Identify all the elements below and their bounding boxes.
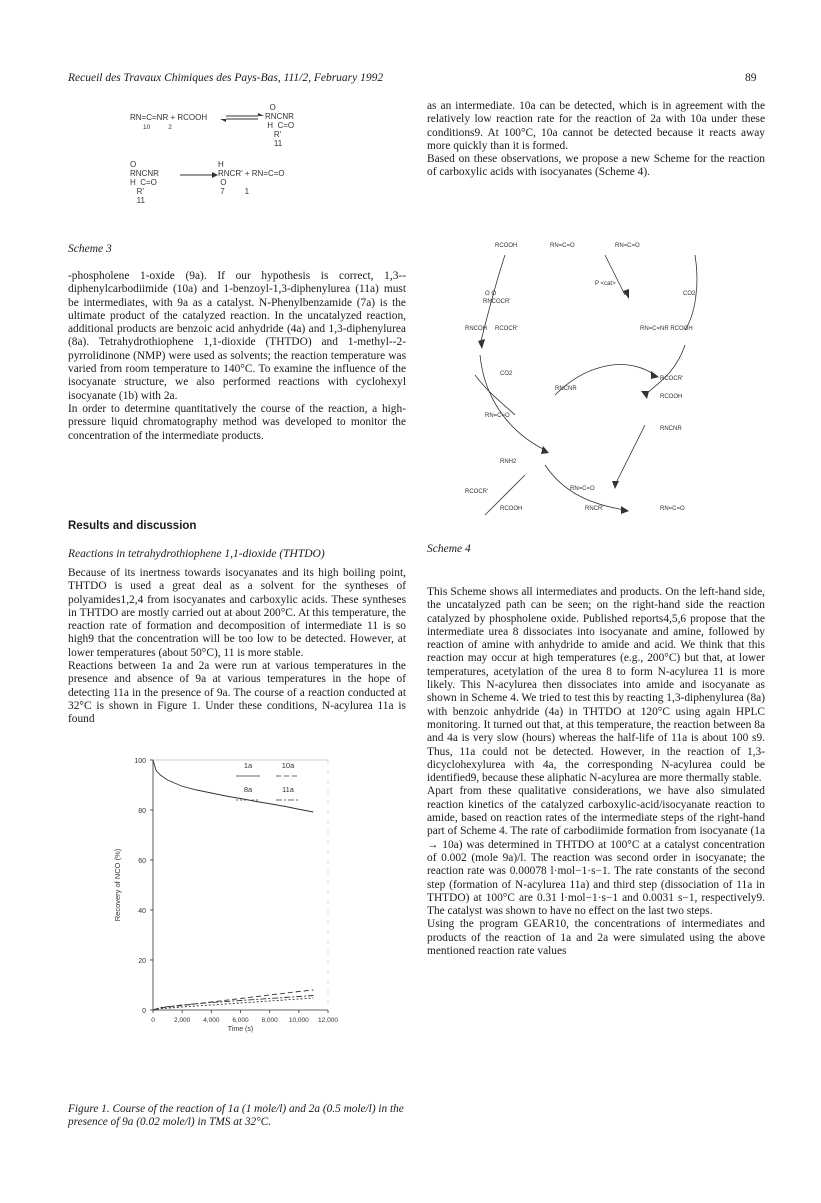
chart-x-tick-label: 6,000 xyxy=(232,1017,249,1024)
s4-acid-left: RNCOH xyxy=(465,326,487,332)
scheme3-reactants: RN=C=NR + RCOOH xyxy=(130,113,208,122)
left-paragraph-3: Because of its inertness towards isocyanates and its high boiling point, THTDO is used a great deal as a solvent for the syntheses of polyamides1,2,4 from isocyanates and carboxylic acids. These syntheses in THTDO are mostly carried out at about 200°C. At this temperature, the reaction rate of formation and decomposition of intermediate 11 is so high9 that the concentration will be too low to be detected. However, at lower temperatures (about 50°C), 11 is more stable. xyxy=(68,567,406,659)
chart-y-tick-label: 40 xyxy=(138,908,146,915)
chart-legend-label: 8a xyxy=(243,785,253,794)
figure-1-caption: Figure 1. Course of the reaction of 1a (1 mole/l) and 2a (0.5 mole/l) in the presence of 9a (0.02 mole/l) in TMS at 32°C. xyxy=(68,1103,404,1128)
s4-anhydride-bottom: RCOCR' xyxy=(465,489,489,495)
scheme3-intermediate: O RNCNR H C=O R' 11 xyxy=(265,103,295,148)
right-paragraph-1: as an intermediate. 10a can be detected, which is in agreement with the relatively low reaction rate for the reaction of 2a with 10a under these conditions9. At 100°C, 10a cannot be detected because it reacts away more quickly than it is formed. xyxy=(427,100,765,152)
right-column-lower xyxy=(427,586,765,958)
scheme3-acylurea: O RNCNR H C=O R' 11 xyxy=(130,160,159,205)
right-paragraph-4: Apart from these qualitative considerations, we have also simulated reaction kinetics of the catalyzed carboxylic-acid/isocyanate reaction to amide, based on reaction rates of the intermediate steps of the right-hand part of Scheme 4. The rate of carbodiimide formation from isocyanate (1a → 10a) was determined in THTDO at 100°C at a catalyst concentration of 0.002 (mole 9a)/l. The reaction was second order in isocyanate; the reaction rate was 0.00078 l·mol−1·s−1. The rate constants of the second step (formation of N-acylurea 11a) and third step (dissociation of 11a in THTDO) at 100°C are 0.31 l·mol−1·s−1 and 0.0031 s−1, respectively9. The catalyst was shown to have no effect on the last two steps. xyxy=(427,785,765,918)
right-paragraph-2: Based on these observations, we propose a new Scheme for the reaction of carboxylic acids with isocyanates (Scheme 4). xyxy=(427,153,765,179)
chart-y-label: Recovery of NCO (%) xyxy=(113,848,122,922)
s4-rcooh-right: RCOOH xyxy=(660,394,683,400)
chart-x-tick-label: 8,000 xyxy=(261,1017,278,1024)
chart-x-tick-label: 10,000 xyxy=(288,1017,309,1024)
right-column-top xyxy=(427,100,765,180)
s4-rcooh-top: RCOOH xyxy=(495,243,518,249)
left-column-lower xyxy=(68,567,406,727)
figure-1-chart xyxy=(98,750,348,1075)
chart-legend-label: 1a xyxy=(243,761,253,770)
left-column xyxy=(68,270,406,443)
chart-x-label: Time (s) xyxy=(227,1026,254,1033)
s4-catalyst: P <cat> xyxy=(595,281,616,287)
scheme3-products: H RNCR' + RN=C=O O 7 1 xyxy=(218,160,285,196)
s4-rnco-bottom: RN=C=O xyxy=(570,486,595,492)
s4-rnh2: RNH2 xyxy=(500,459,517,465)
running-header: Recueil des Travaux Chimiques des Pays-Bas, 111/2, February 1992 xyxy=(68,72,384,84)
s4-rcooh-bottom: RCOOH xyxy=(500,506,523,512)
s4-co2-left: CO2 xyxy=(500,371,513,377)
s4-acylurea: RNCNR xyxy=(660,426,682,432)
chart-y-tick-label: 80 xyxy=(138,808,146,815)
s4-rnco-topright: RN=C=O xyxy=(615,243,640,249)
left-paragraph-4: Reactions between 1a and 2a were run at various temperatures in the presence and absence of 9a at various temperatures in the hope of detecting 11a in the presence of 9a. The course of a reaction conducted at 32°C is shown in Figure 1. Under these conditions, N-acylurea 11a is found xyxy=(68,660,406,726)
page-number: 89 xyxy=(745,72,757,84)
chart-y-tick-label: 60 xyxy=(138,858,146,865)
section-heading: Results and discussion xyxy=(68,520,197,532)
s4-anhydride-right: RCOCR' xyxy=(660,376,684,382)
scheme3-caption: Scheme 3 xyxy=(68,243,112,255)
chart-y-tick-label: 20 xyxy=(138,958,146,965)
chart-x-tick-label: 2,000 xyxy=(174,1017,191,1024)
chart-y-tick-label: 100 xyxy=(134,758,146,765)
chart-legend-label: 11a xyxy=(282,785,294,794)
s4-rncnr: RN=C=NR RCOOH xyxy=(640,326,693,332)
s4-co2-right: CO2 xyxy=(683,291,696,297)
chart-x-tick-label: 12,000 xyxy=(318,1017,338,1024)
chart-y-tick-label: 0 xyxy=(142,1008,146,1015)
scheme4-caption: Scheme 4 xyxy=(427,543,471,555)
s4-amide: RNCR' xyxy=(585,506,604,512)
s4-anhydride-left: RCOCR' xyxy=(495,326,519,332)
chart-x-tick-label: 0 xyxy=(151,1017,155,1024)
s4-rnco-top: RN=C=O xyxy=(550,243,575,249)
s4-anhydride-top: O O xyxy=(485,291,497,297)
chart-x-tick-label: 4,000 xyxy=(203,1017,220,1024)
left-paragraph-1: -phospholene 1-oxide (9a). If our hypothesis is correct, 1,3--diphenylcarbodiimide (10a) and 1-benzoyl-1,3-diphenylurea (11a) must be intermediates, with 9a as a catalyst. N-Phenylbenzamide (7a) is the ultimate product of the catalyzed reaction. In the uncatalyzed reaction, additional products are benzoic acid anhydride (4a) and 1,3-diphenylurea (8a). Tetrahydrothiophene 1,1-dioxide (THTDO) and 1-methyl--2-pyrrolidinone (NMP) were used as solvents; the reaction temperature was varied from room temperature to 140°C. To examine the influence of the isocyanate structure, we also performed reactions with cyclohexyl isocyanate (1b) with 2a. xyxy=(68,270,406,402)
left-paragraph-2: In order to determine quantitatively the course of the reaction, a high-pressure liquid chromatography method was developed to monitor the concentration of the intermediate products. xyxy=(68,402,406,442)
right-paragraph-5: Using the program GEAR10, the concentrations of intermediates and products of the reaction of 1a and 2a were simulated using the above mentioned reaction rate values xyxy=(427,918,765,958)
s4-anhydride-top-2: RNCOCR' xyxy=(483,299,511,305)
s4-rnco-bottomright: RN=C=O xyxy=(660,506,685,512)
right-paragraph-3: This Scheme shows all intermediates and products. On the left-hand side, the uncatalyzed path can be seen; on the right-hand side the reaction catalyzed by phospholene oxide. Published reports4,5,6 propose that the intermediate urea 8 dissociates into isocyanate and amine, followed by reaction of amine with anhydride to amide and acid. We think that this reaction may occur at high temperatures (e.g., 200°C) but that, at lower temperatures, acetylation of the urea 8 to form N-acylurea 11 is more likely. This N-acylurea then dissociates into amide and isocyanate as shown in Scheme 4. We tried to test this by reacting 1,3-diphenylurea (8a) with benzoic anhydride (4a) in THTDO at 120°C using again HPLC monitoring. It turned out that, at this temperature, the reaction between 8a and 4a is very slow (hours) whereas the half-life of 11a is about 100 s9. Thus, 11a could not be detected. However, in the reaction of 1,3-dicyclohexylurea with 4a, the corresponding N-acylurea could be identified9, because these aliphatic N-acylurea are more thermally stable. xyxy=(427,586,765,785)
scheme3-reactant-numbers: 10 2 xyxy=(143,124,172,131)
s4-urea: RNCNR xyxy=(555,386,577,392)
s4-rnco-left: RN=C=O xyxy=(485,413,510,419)
scheme-4 xyxy=(455,235,755,540)
subsection-heading: Reactions in tetrahydrothiophene 1,1-dioxide (THTDO) xyxy=(68,548,325,560)
chart-legend-label: 10a xyxy=(281,761,295,770)
scheme3-arrow-2 xyxy=(178,170,218,180)
